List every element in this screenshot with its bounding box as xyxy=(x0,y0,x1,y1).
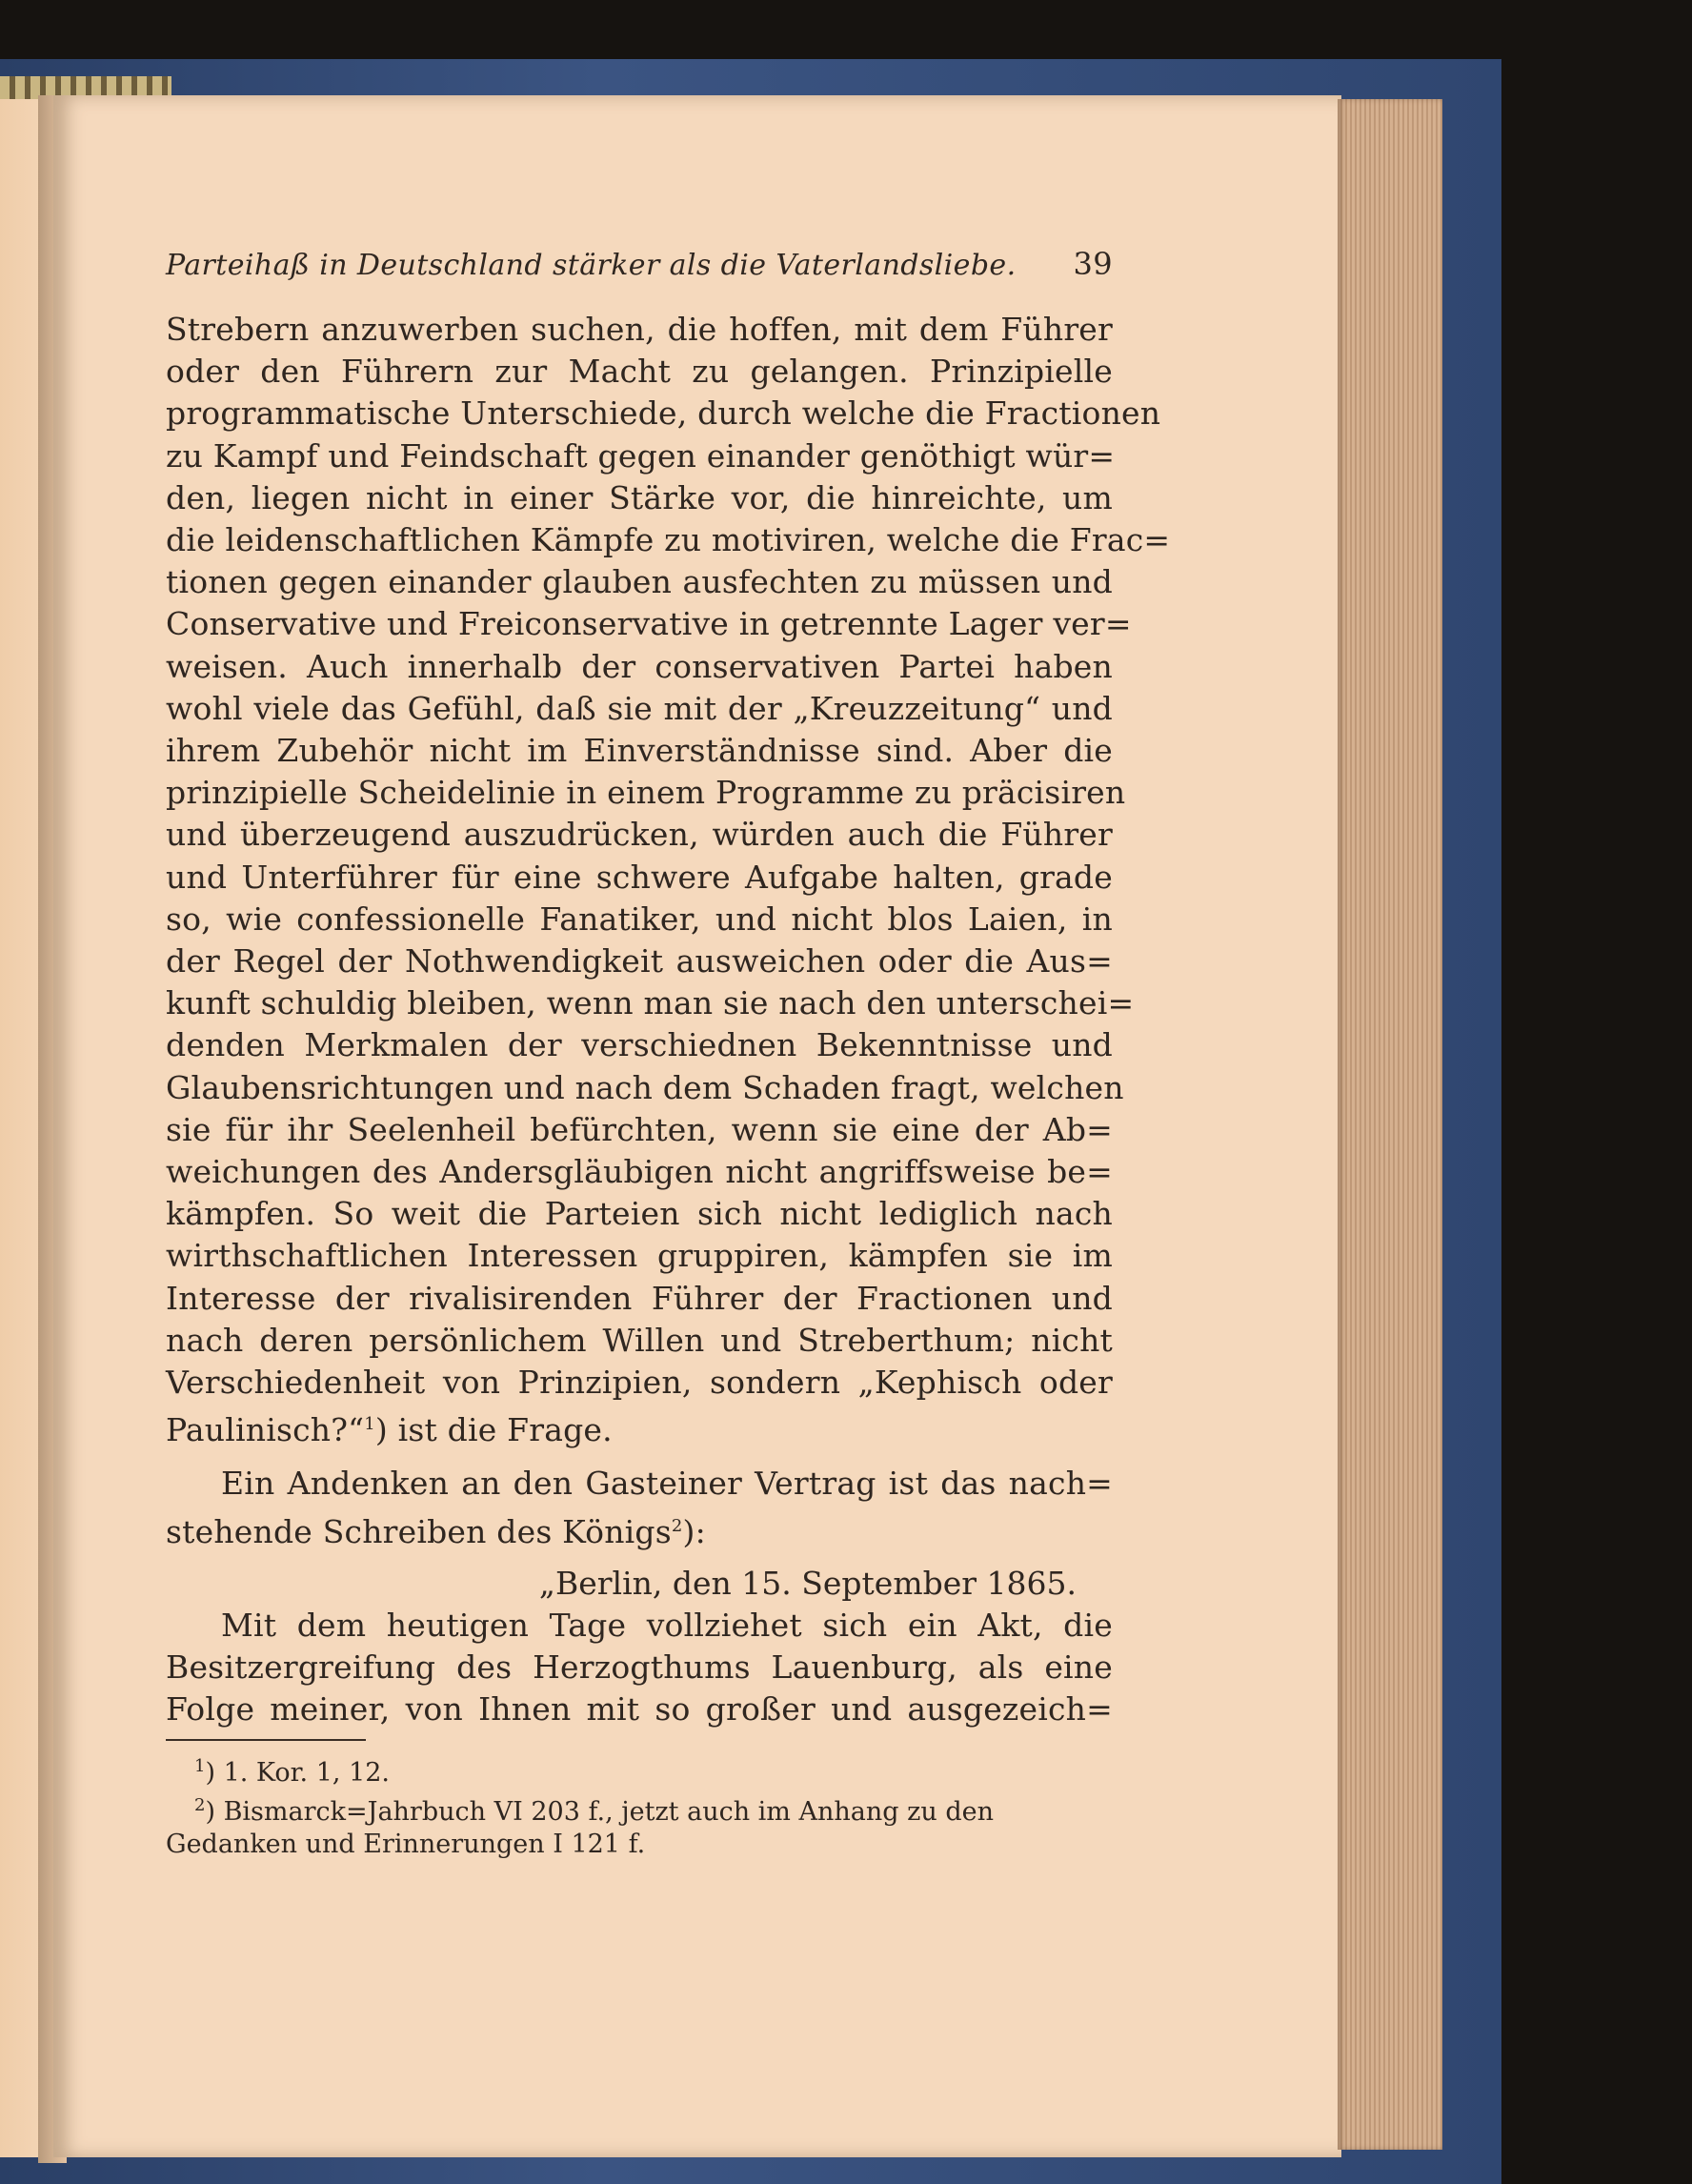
page-stack-edge xyxy=(1338,99,1442,2150)
text-line: so, wie confessionelle Fanatiker, und nicht blos Laien, in xyxy=(166,900,1113,938)
page-text xyxy=(166,246,1171,1861)
text-line: weichungen des Andersgläubigen nicht angriffsweise be= xyxy=(166,1153,1113,1191)
text-line: und überzeugend auszudrücken, würden auch die Führer xyxy=(166,816,1113,854)
running-head-title: Parteihaß in Deutschland stärker als die Vaterlandsliebe. xyxy=(166,249,1017,282)
page-number: 39 xyxy=(1073,246,1113,282)
text-line: ihrem Zubehör nicht im Einverständnisse sind. Aber die xyxy=(166,732,1113,770)
footnote-mark: 1 xyxy=(194,1755,206,1776)
text-line: Conservative und Freiconservative in getrennte Lager ver= xyxy=(166,605,1132,643)
text-line: Glaubensrichtungen und nach dem Schaden fragt, welchen xyxy=(166,1068,1124,1106)
footnote-text: ) 1. Kor. 1, 12. xyxy=(205,1757,391,1788)
text-line: Interesse der rivalisirenden Führer der Fractionen und xyxy=(166,1279,1113,1317)
footnote-1 xyxy=(166,1750,1113,1790)
text-line xyxy=(166,1404,1113,1451)
footnote-2 xyxy=(166,1790,1113,1829)
text-line: wohl viele das Gefühl, daß sie mit der „Kreuzzeitung“ und xyxy=(166,689,1113,727)
text-line: der Regel der Nothwendigkeit ausweichen oder die Aus= xyxy=(166,942,1113,981)
footnote-ref: 2 xyxy=(671,1515,683,1536)
footnote-text: ) Bismarck=Jahrbuch VI 203 f., jetzt auch im Anhang zu den xyxy=(205,1796,994,1827)
text-line: kunft schuldig bleiben, wenn man sie nach den unterschei= xyxy=(166,984,1135,1022)
text-line: Ein Andenken an den Gasteiner Vertrag ist das nach= xyxy=(221,1465,1113,1503)
text-line: Folge meiner, von Ihnen mit so großer und ausgezeich= xyxy=(166,1690,1113,1729)
footnote-divider xyxy=(166,1739,366,1741)
text-line: und Unterführer für eine schwere Aufgabe halten, grade xyxy=(166,858,1113,896)
text-line: nach deren persönlichem Willen und Streberthum; nicht xyxy=(166,1321,1113,1359)
text-run: Paulinisch?“ xyxy=(166,1411,365,1449)
footnote-mark: 2 xyxy=(194,1794,206,1815)
paragraph-3 xyxy=(166,1605,1113,1731)
text-line: kämpfen. So weit die Parteien sich nicht lediglich nach xyxy=(166,1195,1113,1233)
text-line: denden Merkmalen der verschiednen Bekenntnisse und xyxy=(166,1026,1113,1064)
running-head xyxy=(166,246,1113,282)
text-line: die leidenschaftlichen Kämpfe zu motiviren, welche die Frac= xyxy=(166,521,1171,559)
text-line: sie für ihr Seelenheil befürchten, wenn sie eine der Ab= xyxy=(166,1110,1113,1148)
text-line: zu Kampf und Feindschaft gegen einander genöthigt wür= xyxy=(166,436,1116,475)
paragraph-2 xyxy=(166,1463,1113,1552)
text-line: Strebern anzuwerben suchen, die hoffen, mit dem Führer xyxy=(166,311,1113,348)
footnotes xyxy=(166,1750,1113,1861)
text-line: den, liegen nicht in einer Stärke vor, die hinreichte, um xyxy=(166,478,1113,516)
footnote-ref: 1 xyxy=(364,1414,375,1435)
text-line: wirthschaftlichen Interessen gruppiren, kämpfen sie im xyxy=(166,1237,1113,1275)
text-line: weisen. Auch innerhalb der conservativen Partei haben xyxy=(166,647,1113,685)
text-run: ): xyxy=(682,1512,706,1550)
text-line: tionen gegen einander glauben ausfechten zu müssen und xyxy=(166,563,1113,601)
paragraph-1 xyxy=(166,309,1171,1451)
text-line: oder den Führern zur Macht zu gelangen. Prinzipielle xyxy=(166,353,1113,391)
text-line: prinzipielle Scheidelinie in einem Programme zu präcisiren xyxy=(166,774,1126,812)
footnote-2-continuation: Gedanken und Erinnerungen I 121 f. xyxy=(166,1829,646,1859)
text-line: Verschiedenheit von Prinzipien, sondern „Kephisch oder xyxy=(166,1364,1113,1402)
text-line: Besitzergreifung des Herzogthums Lauenburg, als eine xyxy=(166,1648,1113,1687)
letter-date: „Berlin, den 15. September 1865. xyxy=(538,1564,1077,1602)
text-run: stehende Schreiben des Königs xyxy=(166,1512,672,1550)
text-line xyxy=(166,1506,1113,1553)
text-run: ) ist die Frage. xyxy=(374,1411,613,1449)
text-line: programmatische Unterschiede, durch welche die Fractionen xyxy=(166,394,1161,433)
text-line: Mit dem heutigen Tage vollziehet sich ein Akt, die xyxy=(221,1606,1113,1644)
